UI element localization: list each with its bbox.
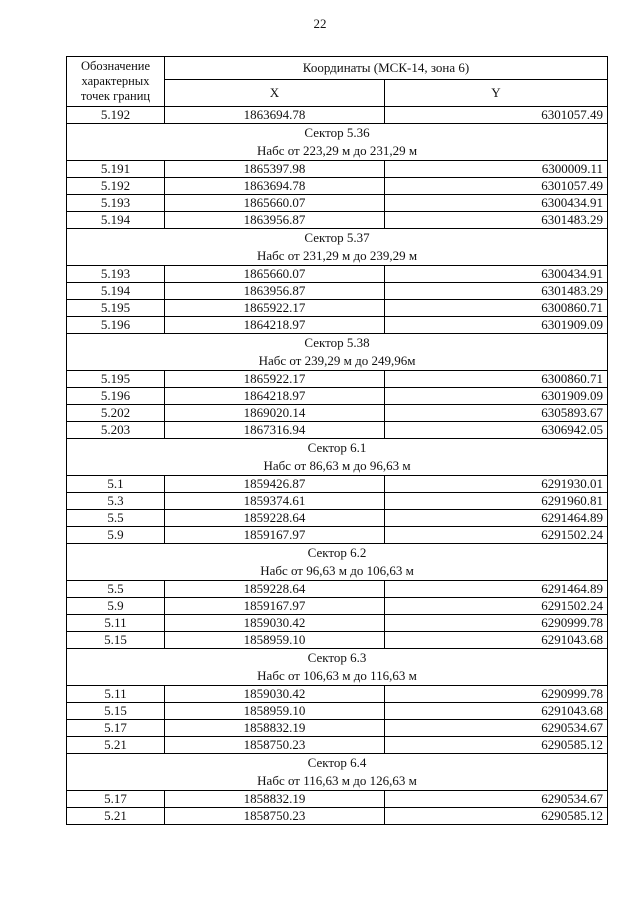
x-cell: 1859228.64: [165, 510, 385, 527]
point-cell: 5.1: [67, 476, 165, 493]
point-cell: 5.193: [67, 266, 165, 283]
coordinates-header: Координаты (МСК-14, зона 6): [165, 57, 608, 80]
table-row: [67, 686, 608, 703]
table-row: [67, 212, 608, 229]
table-row: [67, 703, 608, 720]
point-cell: 5.17: [67, 791, 165, 808]
table-row: [67, 178, 608, 195]
y-cell: 6290534.67: [385, 791, 608, 808]
x-cell: 1859426.87: [165, 476, 385, 493]
point-cell: 5.196: [67, 388, 165, 405]
x-cell: 1858750.23: [165, 808, 385, 825]
y-cell: 6291930.01: [385, 476, 608, 493]
y-cell: 6301057.49: [385, 107, 608, 124]
table-row: [67, 283, 608, 300]
sector-name: Сектор 5.37: [304, 230, 370, 245]
point-cell: 5.194: [67, 283, 165, 300]
point-cell: 5.21: [67, 808, 165, 825]
point-label-header: Обозначение характерных точек границ: [67, 57, 165, 107]
table-row: [67, 632, 608, 649]
point-cell: 5.21: [67, 737, 165, 754]
x-cell: 1865922.17: [165, 371, 385, 388]
table-row: [67, 107, 608, 124]
point-cell: 5.5: [67, 581, 165, 598]
point-cell: 5.9: [67, 527, 165, 544]
sector-header: [67, 124, 608, 161]
point-cell: 5.9: [67, 598, 165, 615]
sector-row: [67, 124, 608, 161]
table-row: [67, 527, 608, 544]
point-cell: 5.196: [67, 317, 165, 334]
y-cell: 6301909.09: [385, 388, 608, 405]
sector-header: [67, 334, 608, 371]
table-row: [67, 737, 608, 754]
point-cell: 5.192: [67, 178, 165, 195]
x-cell: 1869020.14: [165, 405, 385, 422]
x-cell: 1863694.78: [165, 107, 385, 124]
y-cell: 6300434.91: [385, 266, 608, 283]
y-cell: 6290585.12: [385, 808, 608, 825]
y-cell: 6290534.67: [385, 720, 608, 737]
point-cell: 5.11: [67, 686, 165, 703]
point-cell: 5.193: [67, 195, 165, 212]
y-cell: 6291043.68: [385, 632, 608, 649]
x-cell: 1859228.64: [165, 581, 385, 598]
y-cell: 6290585.12: [385, 737, 608, 754]
point-cell: 5.15: [67, 632, 165, 649]
table-row: [67, 300, 608, 317]
y-cell: 6306942.05: [385, 422, 608, 439]
x-cell: 1858750.23: [165, 737, 385, 754]
x-cell: 1859374.61: [165, 493, 385, 510]
sector-height-range: Набс от 231,29 м до 239,29 м: [256, 248, 418, 263]
point-cell: 5.194: [67, 212, 165, 229]
y-cell: 6305893.67: [385, 405, 608, 422]
table-row: [67, 476, 608, 493]
sector-row: [67, 544, 608, 581]
x-header: X: [165, 80, 385, 107]
coordinates-table: [66, 56, 608, 825]
x-cell: 1865660.07: [165, 266, 385, 283]
x-cell: 1865922.17: [165, 300, 385, 317]
x-cell: 1858832.19: [165, 791, 385, 808]
point-cell: 5.191: [67, 161, 165, 178]
point-cell: 5.17: [67, 720, 165, 737]
y-header: Y: [385, 80, 608, 107]
y-cell: 6301483.29: [385, 212, 608, 229]
sector-height-range: Набс от 86,63 м до 96,63 м: [263, 458, 411, 473]
sector-height-range: Набс от 223,29 м до 231,29 м: [256, 143, 418, 158]
sector-row: [67, 649, 608, 686]
sector-header: [67, 229, 608, 266]
point-cell: 5.195: [67, 300, 165, 317]
point-cell: 5.3: [67, 493, 165, 510]
table-body: [67, 107, 608, 825]
table-row: [67, 615, 608, 632]
sector-height-range: Набс от 96,63 м до 106,63 м: [260, 563, 414, 578]
y-cell: 6291960.81: [385, 493, 608, 510]
y-cell: 6301909.09: [385, 317, 608, 334]
table-row: [67, 493, 608, 510]
sector-row: [67, 334, 608, 371]
table-row: [67, 266, 608, 283]
y-cell: 6291502.24: [385, 598, 608, 615]
y-cell: 6300860.71: [385, 371, 608, 388]
sector-height-range: Набс от 239,29 м до 249,96м: [258, 353, 416, 368]
x-cell: 1858959.10: [165, 703, 385, 720]
y-cell: 6291502.24: [385, 527, 608, 544]
table-row: [67, 317, 608, 334]
y-cell: 6291464.89: [385, 510, 608, 527]
x-cell: 1858832.19: [165, 720, 385, 737]
x-cell: 1865660.07: [165, 195, 385, 212]
point-cell: 5.202: [67, 405, 165, 422]
sector-row: [67, 754, 608, 791]
sector-name: Сектор 6.1: [307, 440, 367, 455]
x-cell: 1864218.97: [165, 317, 385, 334]
sector-name: Сектор 5.36: [304, 125, 370, 140]
x-cell: 1859167.97: [165, 527, 385, 544]
sector-name: Сектор 6.2: [307, 545, 367, 560]
y-cell: 6300009.11: [385, 161, 608, 178]
table-row: [67, 808, 608, 825]
sector-name: Сектор 6.4: [307, 755, 367, 770]
sector-row: [67, 229, 608, 266]
y-cell: 6300860.71: [385, 300, 608, 317]
sector-header: [67, 649, 608, 686]
table-row: [67, 388, 608, 405]
x-cell: 1858959.10: [165, 632, 385, 649]
x-cell: 1859030.42: [165, 686, 385, 703]
y-cell: 6301057.49: [385, 178, 608, 195]
sector-header: [67, 439, 608, 476]
table-row: [67, 195, 608, 212]
point-cell: 5.11: [67, 615, 165, 632]
x-cell: 1863956.87: [165, 212, 385, 229]
sector-height-range: Набс от 116,63 м до 126,63 м: [257, 773, 417, 788]
sector-header: [67, 544, 608, 581]
y-cell: 6290999.78: [385, 686, 608, 703]
y-cell: 6290999.78: [385, 615, 608, 632]
sector-height-range: Набс от 106,63 м до 116,63 м: [257, 668, 417, 683]
page-number: 22: [313, 16, 327, 31]
x-cell: 1867316.94: [165, 422, 385, 439]
table-row: [67, 422, 608, 439]
table-row: [67, 371, 608, 388]
point-cell: 5.5: [67, 510, 165, 527]
y-cell: 6300434.91: [385, 195, 608, 212]
x-cell: 1863956.87: [165, 283, 385, 300]
point-cell: 5.195: [67, 371, 165, 388]
y-cell: 6301483.29: [385, 283, 608, 300]
table-row: [67, 791, 608, 808]
point-cell: 5.192: [67, 107, 165, 124]
table-row: [67, 720, 608, 737]
x-cell: 1859030.42: [165, 615, 385, 632]
table-row: [67, 405, 608, 422]
sector-name: Сектор 6.3: [307, 650, 367, 665]
table-row: [67, 581, 608, 598]
table-row: [67, 161, 608, 178]
x-cell: 1859167.97: [165, 598, 385, 615]
y-cell: 6291043.68: [385, 703, 608, 720]
sector-header: [67, 754, 608, 791]
table-row: [67, 598, 608, 615]
y-cell: 6291464.89: [385, 581, 608, 598]
x-cell: 1863694.78: [165, 178, 385, 195]
point-cell: 5.15: [67, 703, 165, 720]
point-cell: 5.203: [67, 422, 165, 439]
table-row: [67, 510, 608, 527]
sector-name: Сектор 5.38: [304, 335, 370, 350]
x-cell: 1864218.97: [165, 388, 385, 405]
sector-row: [67, 439, 608, 476]
x-cell: 1865397.98: [165, 161, 385, 178]
